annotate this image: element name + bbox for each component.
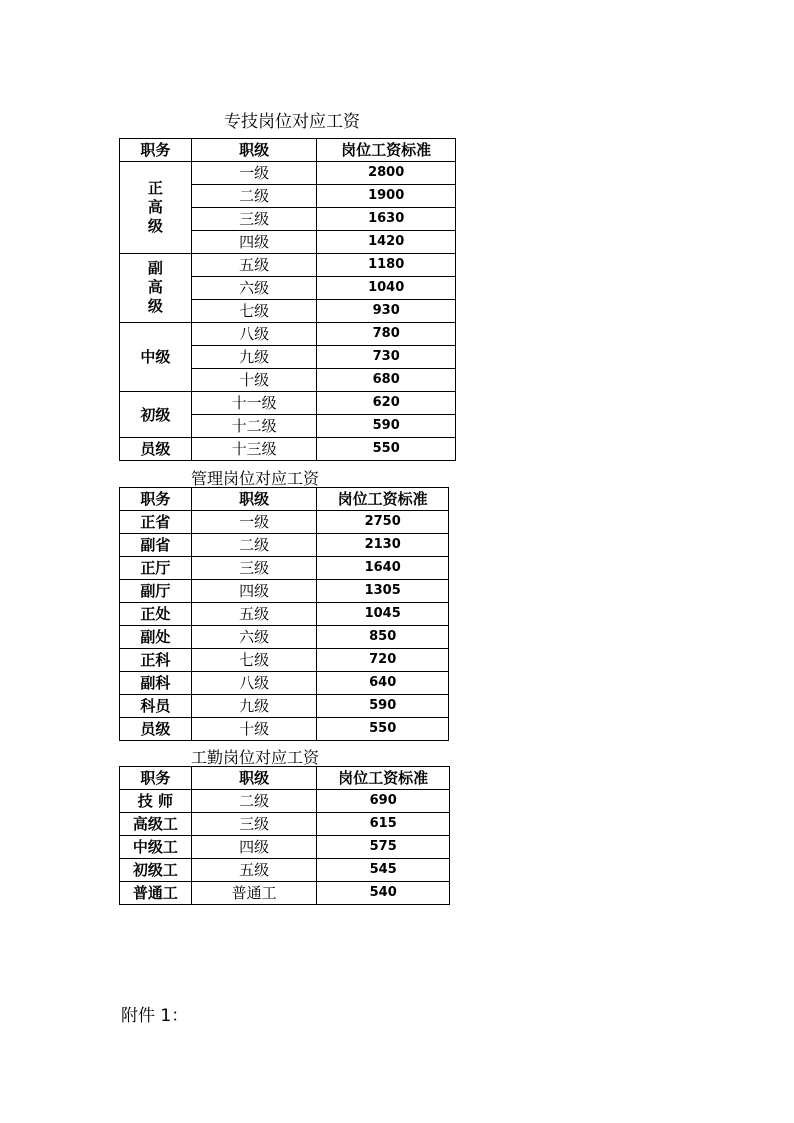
header-row xyxy=(120,488,449,511)
position-cell: 普通工 xyxy=(120,882,192,905)
grade-cell: 四级 xyxy=(191,231,317,254)
table-row xyxy=(120,882,450,905)
grade-cell: 六级 xyxy=(191,626,317,649)
column-header: 职务 xyxy=(120,139,192,162)
table-row xyxy=(120,672,449,695)
table2-title: 管理岗位对应工资 xyxy=(191,469,320,488)
table-row xyxy=(120,534,449,557)
table-row xyxy=(120,511,449,534)
table-row xyxy=(120,392,456,415)
table-row xyxy=(120,626,449,649)
category-cell: 员级 xyxy=(120,438,192,461)
column-header: 岗位工资标准 xyxy=(317,488,449,511)
position-cell: 副省 xyxy=(120,534,192,557)
header-row xyxy=(120,139,456,162)
table-row xyxy=(120,813,450,836)
grade-cell: 二级 xyxy=(191,534,317,557)
salary-cell: 780 xyxy=(317,323,456,346)
attachment-label: 附件 1： xyxy=(121,1006,189,1026)
column-header: 职级 xyxy=(191,767,317,790)
salary-cell: 1420 xyxy=(317,231,456,254)
salary-cell: 930 xyxy=(317,300,456,323)
grade-cell: 八级 xyxy=(191,323,317,346)
grade-cell: 十一级 xyxy=(191,392,317,415)
table3-title: 工勤岗位对应工资 xyxy=(191,748,320,767)
grade-cell: 二级 xyxy=(191,185,317,208)
category-cell xyxy=(120,254,192,323)
grade-cell: 三级 xyxy=(191,557,317,580)
salary-cell: 590 xyxy=(317,415,456,438)
position-cell: 初级工 xyxy=(120,859,192,882)
grade-cell: 五级 xyxy=(191,603,317,626)
table-row xyxy=(120,790,450,813)
salary-cell: 615 xyxy=(317,813,450,836)
salary-cell: 1900 xyxy=(317,185,456,208)
salary-cell: 2750 xyxy=(317,511,449,534)
grade-cell: 五级 xyxy=(191,859,317,882)
salary-cell: 2800 xyxy=(317,162,456,185)
salary-cell: 1305 xyxy=(317,580,449,603)
column-header: 职务 xyxy=(120,488,192,511)
position-cell: 中级工 xyxy=(120,836,192,859)
position-cell: 正厅 xyxy=(120,557,192,580)
grade-cell: 三级 xyxy=(191,813,317,836)
table-row xyxy=(120,836,450,859)
grade-cell: 七级 xyxy=(191,300,317,323)
column-header: 职务 xyxy=(120,767,192,790)
position-cell: 副科 xyxy=(120,672,192,695)
grade-cell: 六级 xyxy=(191,277,317,300)
column-header: 职级 xyxy=(191,488,317,511)
salary-cell: 1180 xyxy=(317,254,456,277)
grade-cell: 三级 xyxy=(191,208,317,231)
salary-cell: 2130 xyxy=(317,534,449,557)
column-header: 岗位工资标准 xyxy=(317,139,456,162)
grade-cell: 九级 xyxy=(191,346,317,369)
salary-cell: 680 xyxy=(317,369,456,392)
table-row xyxy=(120,603,449,626)
salary-cell: 550 xyxy=(317,718,449,741)
position-cell: 技 师 xyxy=(120,790,192,813)
category-cell: 中级 xyxy=(120,323,192,392)
position-cell: 副处 xyxy=(120,626,192,649)
grade-cell: 普通工 xyxy=(191,882,317,905)
salary-cell: 1640 xyxy=(317,557,449,580)
category-cell: 初级 xyxy=(120,392,192,438)
table2 xyxy=(119,487,449,741)
table-row xyxy=(120,695,449,718)
grade-cell: 九级 xyxy=(191,695,317,718)
grade-cell: 十二级 xyxy=(191,415,317,438)
position-cell: 高级工 xyxy=(120,813,192,836)
grade-cell: 二级 xyxy=(191,790,317,813)
table-row xyxy=(120,323,456,346)
table-row xyxy=(120,649,449,672)
table-row xyxy=(120,254,456,277)
salary-cell: 1045 xyxy=(317,603,449,626)
grade-cell: 一级 xyxy=(191,511,317,534)
table-row xyxy=(120,438,456,461)
grade-cell: 八级 xyxy=(191,672,317,695)
salary-cell: 620 xyxy=(317,392,456,415)
category-cell xyxy=(120,162,192,254)
header-row xyxy=(120,767,450,790)
grade-cell: 五级 xyxy=(191,254,317,277)
salary-cell: 1630 xyxy=(317,208,456,231)
category-label: 副高级 xyxy=(147,259,163,315)
salary-cell: 575 xyxy=(317,836,450,859)
table-row xyxy=(120,162,456,185)
table3 xyxy=(119,766,450,905)
table-row xyxy=(120,859,450,882)
table-row xyxy=(120,580,449,603)
position-cell: 员级 xyxy=(120,718,192,741)
grade-cell: 四级 xyxy=(191,580,317,603)
grade-cell: 十级 xyxy=(191,718,317,741)
salary-cell: 730 xyxy=(317,346,456,369)
grade-cell: 四级 xyxy=(191,836,317,859)
grade-cell: 七级 xyxy=(191,649,317,672)
position-cell: 正省 xyxy=(120,511,192,534)
salary-cell: 545 xyxy=(317,859,450,882)
salary-cell: 1040 xyxy=(317,277,456,300)
salary-cell: 590 xyxy=(317,695,449,718)
salary-cell: 720 xyxy=(317,649,449,672)
grade-cell: 十三级 xyxy=(191,438,317,461)
grade-cell: 一级 xyxy=(191,162,317,185)
table-row xyxy=(120,557,449,580)
table1 xyxy=(119,138,456,461)
position-cell: 副厅 xyxy=(120,580,192,603)
position-cell: 正科 xyxy=(120,649,192,672)
salary-cell: 850 xyxy=(317,626,449,649)
salary-cell: 640 xyxy=(317,672,449,695)
position-cell: 科员 xyxy=(120,695,192,718)
grade-cell: 十级 xyxy=(191,369,317,392)
salary-cell: 690 xyxy=(317,790,450,813)
position-cell: 正处 xyxy=(120,603,192,626)
salary-cell: 540 xyxy=(317,882,450,905)
salary-cell: 550 xyxy=(317,438,456,461)
column-header: 职级 xyxy=(191,139,317,162)
table-row xyxy=(120,718,449,741)
table1-title: 专技岗位对应工资 xyxy=(224,112,360,132)
category-label: 正高级 xyxy=(147,178,163,235)
column-header: 岗位工资标准 xyxy=(317,767,450,790)
